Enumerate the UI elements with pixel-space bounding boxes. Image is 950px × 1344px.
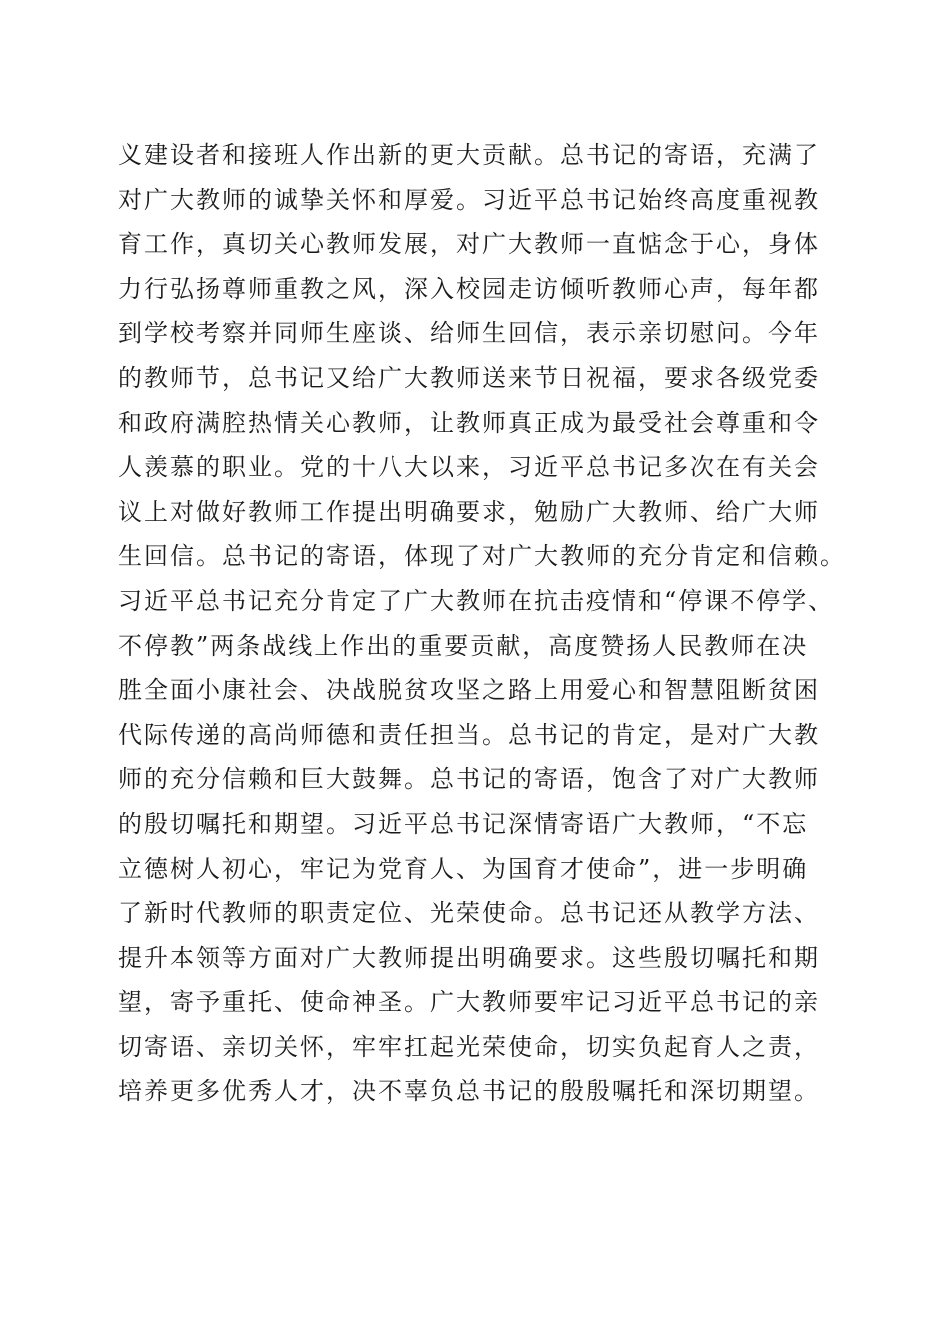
text-line: 了新时代教师的职责定位、光荣使命。总书记还从教学方法、 <box>118 899 820 928</box>
text-line: 的殷切嘱托和期望。习近平总书记深情寄语广大教师，“不忘 <box>118 809 809 838</box>
text-line: 不停教”两条战线上作出的重要贡献，高度赞扬人民教师在决 <box>118 631 809 660</box>
text-line: 习近平总书记充分肯定了广大教师在抗击疫情和“停课不停学、 <box>118 586 835 615</box>
text-line: 提升本领等方面对广大教师提出明确要求。这些殷切嘱托和期 <box>118 943 820 972</box>
text-line: 到学校考察并同师生座谈、给师生回信，表示亲切慰问。今年 <box>118 319 820 348</box>
body-paragraph <box>118 133 858 1114</box>
text-line: 义建设者和接班人作出新的更大贡献。总书记的寄语，充满了 <box>118 141 820 169</box>
text-line: 和政府满腔热情关心教师，让教师真正成为最受社会尊重和令 <box>118 408 820 437</box>
text-line: 代际传递的高尚师德和责任担当。总书记的肯定，是对广大教 <box>118 720 820 749</box>
text-line: 议上对做好教师工作提出明确要求，勉励广大教师、给广大师 <box>118 497 820 526</box>
text-line: 胜全面小康社会、决战脱贫攻坚之路上用爱心和智慧阻断贫困 <box>118 676 820 705</box>
text-line: 切寄语、亲切关怀，牢牢扛起光荣使命，切实负起育人之责， <box>118 1032 820 1061</box>
text-line: 力行弘扬尊师重教之风，深入校园走访倾听教师心声，每年都 <box>118 274 820 303</box>
text-line: 培养更多优秀人才，决不辜负总书记的殷殷嘱托和深切期望。 <box>118 1077 820 1106</box>
text-line: 生回信。总书记的寄语，体现了对广大教师的充分肯定和信赖。 <box>118 542 846 571</box>
text-line: 的教师节，总书记又给广大教师送来节日祝福，要求各级党委 <box>118 363 820 392</box>
text-line: 育工作，真切关心教师发展，对广大教师一直惦念于心，身体 <box>118 230 820 259</box>
text-line: 对广大教师的诚挚关怀和厚爱。习近平总书记始终高度重视教 <box>118 185 820 214</box>
text-line: 人羡慕的职业。党的十八大以来，习近平总书记多次在有关会 <box>118 453 820 482</box>
text-line: 立德树人初心，牢记为党育人、为国育才使命”，进一步明确 <box>118 854 809 883</box>
text-line: 望，寄予重托、使命神圣。广大教师要牢记习近平总书记的亲 <box>118 988 820 1017</box>
text-line: 师的充分信赖和巨大鼓舞。总书记的寄语，饱含了对广大教师 <box>118 765 820 794</box>
